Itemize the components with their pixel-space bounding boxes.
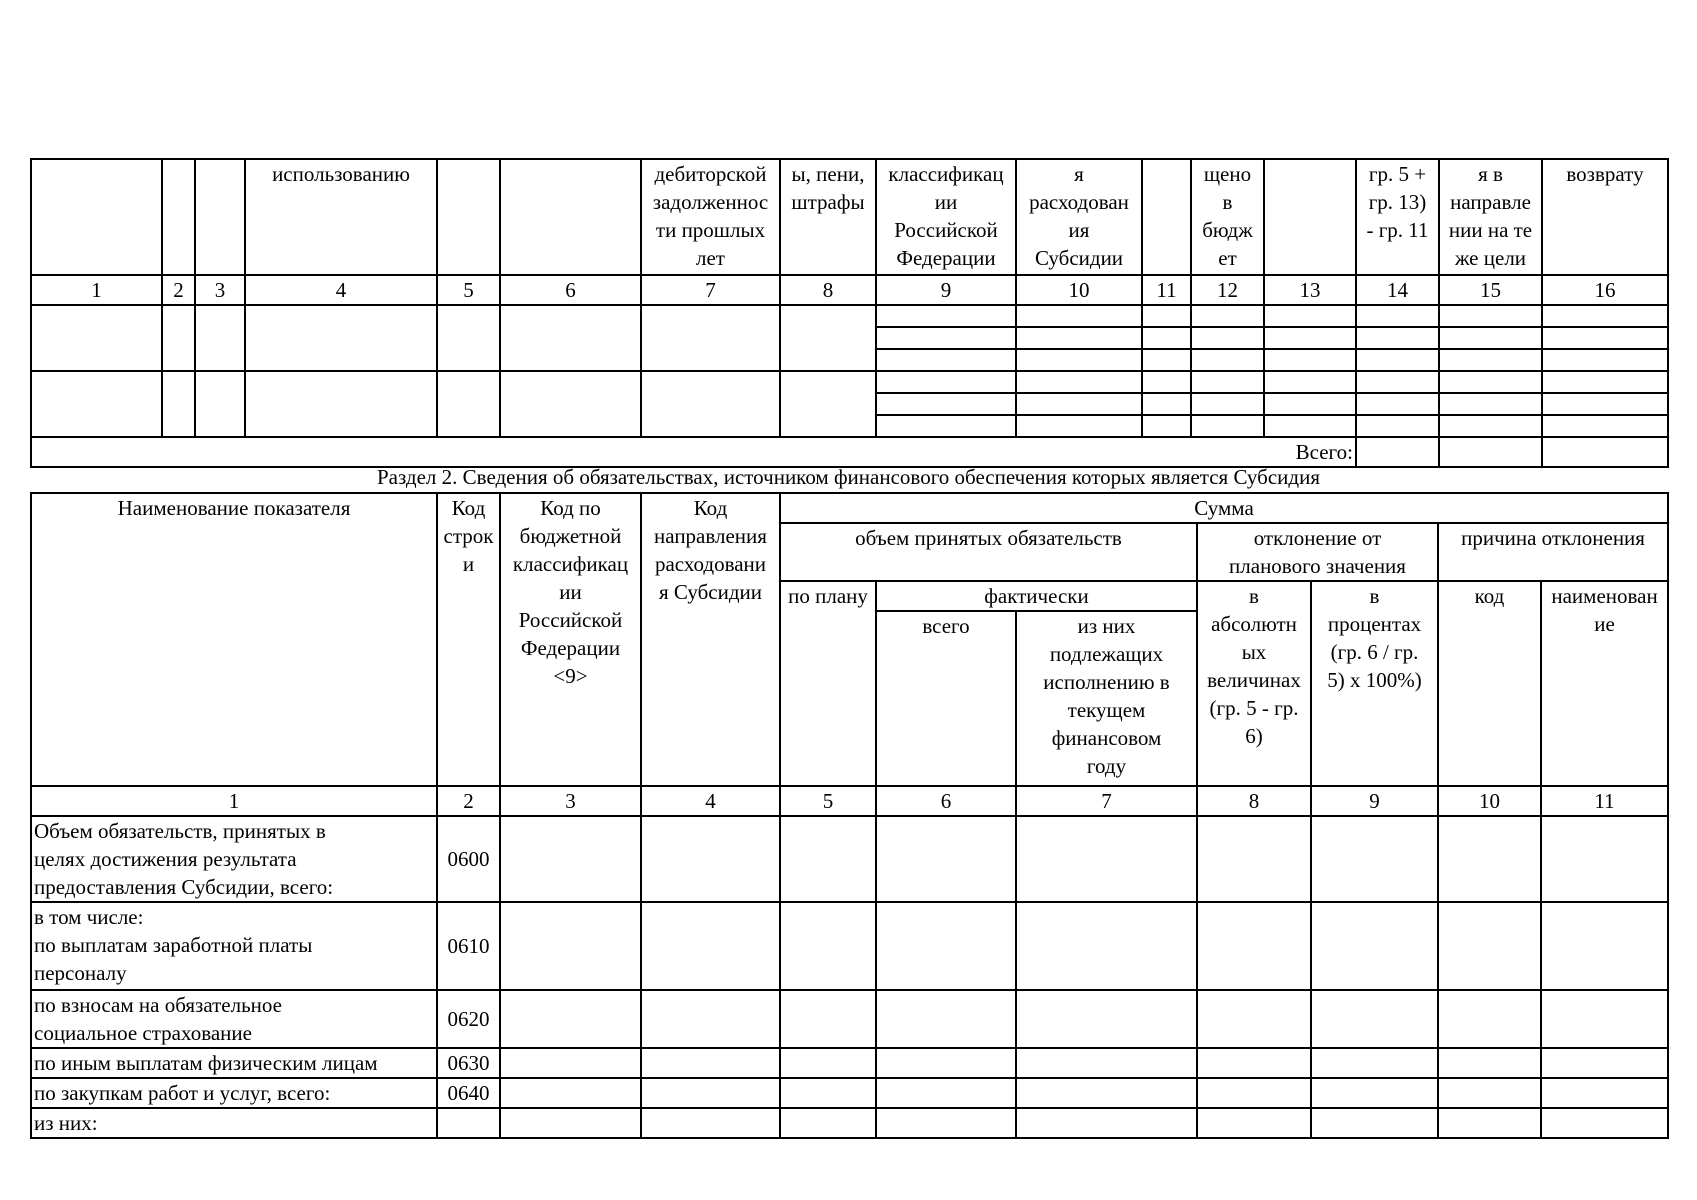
data-cell xyxy=(195,305,245,371)
data-cell xyxy=(641,1078,780,1108)
header-cell: щено в бюдж ет xyxy=(1191,159,1264,275)
column-number: 7 xyxy=(1016,786,1197,816)
data-cell xyxy=(876,415,1016,437)
data-cell xyxy=(1197,816,1311,902)
column-number: 9 xyxy=(876,275,1016,305)
data-cell xyxy=(1016,990,1197,1048)
column-number: 3 xyxy=(195,275,245,305)
data-cell xyxy=(1541,902,1668,990)
column-number: 8 xyxy=(780,275,876,305)
data-cell xyxy=(876,902,1016,990)
data-cell xyxy=(1016,327,1142,349)
row-code: 0610 xyxy=(437,902,500,990)
data-cell xyxy=(1311,990,1438,1048)
row-name: по взносам на обязательное социальное страхование xyxy=(31,990,437,1048)
data-cell xyxy=(1438,1078,1541,1108)
column-number: 9 xyxy=(1311,786,1438,816)
data-cell xyxy=(641,371,780,437)
data-cell xyxy=(1541,1108,1668,1138)
data-cell xyxy=(1356,349,1439,371)
column-number: 10 xyxy=(1438,786,1541,816)
header-cell xyxy=(31,159,162,275)
data-cell xyxy=(1197,990,1311,1048)
column-number: 13 xyxy=(1264,275,1356,305)
data-cell xyxy=(1356,327,1439,349)
header-actual: фактически xyxy=(876,581,1197,611)
data-cell xyxy=(1439,415,1542,437)
data-cell xyxy=(876,1078,1016,1108)
column-number: 7 xyxy=(641,275,780,305)
column-numbers-row xyxy=(31,786,1668,816)
header-cell xyxy=(1264,159,1356,275)
data-cell xyxy=(1541,1048,1668,1078)
data-cell xyxy=(1438,990,1541,1048)
data-cell xyxy=(1016,1048,1197,1078)
data-cell xyxy=(1356,393,1439,415)
header-absolute: в абсолютн ых величинах (гр. 5 - гр. 6) xyxy=(1197,581,1311,786)
column-number: 15 xyxy=(1439,275,1542,305)
data-cell xyxy=(1016,415,1142,437)
data-cell xyxy=(1542,349,1668,371)
data-cell xyxy=(780,371,876,437)
column-number: 4 xyxy=(641,786,780,816)
header-budget-code: Код по бюджетной классификац ии Российской Федерации <9> xyxy=(500,493,641,786)
column-number: 16 xyxy=(1542,275,1668,305)
data-cell xyxy=(1016,1108,1197,1138)
data-cell xyxy=(1197,1048,1311,1078)
data-cell xyxy=(1142,415,1191,437)
table-row xyxy=(31,1078,1668,1108)
data-cell xyxy=(1438,816,1541,902)
header-code: код xyxy=(1438,581,1541,786)
data-cell xyxy=(1197,902,1311,990)
data-cell xyxy=(1264,371,1356,393)
column-number: 6 xyxy=(500,275,641,305)
data-cell xyxy=(1438,1108,1541,1138)
data-cell xyxy=(876,305,1016,327)
data-cell xyxy=(500,1108,641,1138)
data-cell xyxy=(1438,1048,1541,1078)
data-cell xyxy=(1541,1078,1668,1108)
data-cell xyxy=(500,1078,641,1108)
header-cell xyxy=(1142,159,1191,275)
table-row xyxy=(31,1108,1668,1138)
data-cell xyxy=(1311,1048,1438,1078)
data-cell xyxy=(1142,327,1191,349)
header-percent: в процентах (гр. 6 / гр. 5) х 100%) xyxy=(1311,581,1438,786)
data-cell xyxy=(876,816,1016,902)
column-number: 10 xyxy=(1016,275,1142,305)
data-cell xyxy=(780,1108,876,1138)
data-cell xyxy=(1197,1078,1311,1108)
data-cell xyxy=(1439,305,1542,327)
data-cell xyxy=(1264,327,1356,349)
header-cell: использованию xyxy=(245,159,437,275)
column-number: 2 xyxy=(437,786,500,816)
data-cell xyxy=(1356,415,1439,437)
data-cell xyxy=(1191,393,1264,415)
data-cell xyxy=(1311,1108,1438,1138)
data-cell xyxy=(1142,349,1191,371)
row-name: по иным выплатам физическим лицам xyxy=(31,1048,437,1078)
data-cell xyxy=(876,990,1016,1048)
header-cell: классификац ии Российской Федерации xyxy=(876,159,1016,275)
row-code: 0600 xyxy=(437,816,500,902)
data-cell xyxy=(1439,327,1542,349)
data-cell xyxy=(1311,816,1438,902)
data-cell xyxy=(1542,327,1668,349)
data-cell xyxy=(876,327,1016,349)
data-cell xyxy=(1191,305,1264,327)
data-cell xyxy=(500,371,641,437)
header-cell: я расходован ия Субсидии xyxy=(1016,159,1142,275)
data-cell xyxy=(437,305,500,371)
column-number: 11 xyxy=(1541,786,1668,816)
column-number: 5 xyxy=(780,786,876,816)
data-cell xyxy=(1542,393,1668,415)
data-cell xyxy=(1016,393,1142,415)
data-cell xyxy=(245,371,437,437)
header-reason: причина отклонения xyxy=(1438,523,1668,581)
table-row xyxy=(31,305,1668,327)
data-cell xyxy=(1016,1078,1197,1108)
header-reason-name: наименован ие xyxy=(1541,581,1668,786)
column-number: 8 xyxy=(1197,786,1311,816)
column-number: 1 xyxy=(31,786,437,816)
section2-title: Раздел 2. Сведения об обязательствах, источником финансового обеспечения которых является Субсидия xyxy=(377,465,1320,489)
header-cell: ы, пени, штрафы xyxy=(780,159,876,275)
column-number: 2 xyxy=(162,275,195,305)
data-cell xyxy=(876,349,1016,371)
data-cell xyxy=(1016,902,1197,990)
header-row-code: Код строк и xyxy=(437,493,500,786)
header-direction-code: Код направления расходовани я Субсидии xyxy=(641,493,780,786)
table-row xyxy=(31,371,1668,393)
data-cell xyxy=(641,305,780,371)
header-cell: возврату xyxy=(1542,159,1668,275)
data-cell xyxy=(1311,1078,1438,1108)
data-cell xyxy=(1541,816,1668,902)
data-cell xyxy=(1542,371,1668,393)
data-cell xyxy=(780,816,876,902)
column-number: 1 xyxy=(31,275,162,305)
column-number: 14 xyxy=(1356,275,1439,305)
row-code: 0640 xyxy=(437,1078,500,1108)
data-cell xyxy=(1191,371,1264,393)
row-name: из них: xyxy=(31,1108,437,1138)
header-volume: объем принятых обязательств xyxy=(780,523,1197,581)
header-sum: Сумма xyxy=(780,493,1668,523)
data-cell xyxy=(1541,990,1668,1048)
table-row xyxy=(31,902,1668,990)
data-cell xyxy=(641,816,780,902)
data-cell xyxy=(1438,902,1541,990)
data-cell xyxy=(1016,816,1197,902)
data-cell xyxy=(641,902,780,990)
data-cell xyxy=(780,1048,876,1078)
data-cell xyxy=(780,305,876,371)
data-cell xyxy=(1264,393,1356,415)
data-cell xyxy=(1191,349,1264,371)
column-number: 12 xyxy=(1191,275,1264,305)
header-row xyxy=(31,493,1668,523)
section2-table xyxy=(30,492,1669,1139)
data-cell xyxy=(500,305,641,371)
data-cell xyxy=(1356,371,1439,393)
header-cell xyxy=(195,159,245,275)
data-cell xyxy=(1311,902,1438,990)
data-cell xyxy=(1191,327,1264,349)
data-cell xyxy=(876,371,1016,393)
section1-column-numbers-row xyxy=(31,275,1668,305)
data-cell xyxy=(1142,305,1191,327)
column-number: 4 xyxy=(245,275,437,305)
header-cell xyxy=(162,159,195,275)
data-cell xyxy=(1142,371,1191,393)
data-cell xyxy=(245,305,437,371)
data-cell xyxy=(780,902,876,990)
header-name: Наименование показателя xyxy=(31,493,437,786)
section1-table xyxy=(30,158,1669,468)
data-cell xyxy=(500,902,641,990)
total-label: Всего: xyxy=(31,437,1356,467)
data-cell xyxy=(1197,1108,1311,1138)
header-cell: я в направле нии на те же цели xyxy=(1439,159,1542,275)
row-code: 0620 xyxy=(437,990,500,1048)
data-cell xyxy=(1542,305,1668,327)
column-number: 5 xyxy=(437,275,500,305)
data-cell xyxy=(162,305,195,371)
data-cell xyxy=(1016,371,1142,393)
row-name: Объем обязательств, принятых в целях достижения результата предоставления Субсидии, всего: xyxy=(31,816,437,902)
data-cell xyxy=(500,990,641,1048)
data-cell xyxy=(1142,393,1191,415)
header-cell xyxy=(437,159,500,275)
row-name: в том числе: по выплатам заработной платы персоналу xyxy=(31,902,437,990)
header-cell: дебиторской задолженнос ти прошлых лет xyxy=(641,159,780,275)
data-cell xyxy=(1439,393,1542,415)
data-cell xyxy=(1356,305,1439,327)
data-cell xyxy=(1542,415,1668,437)
section1-header-row xyxy=(31,159,1668,275)
header-cell: гр. 5 + гр. 13) - гр. 11 xyxy=(1356,159,1439,275)
column-number: 6 xyxy=(876,786,1016,816)
data-cell xyxy=(1264,349,1356,371)
data-cell xyxy=(641,1108,780,1138)
data-cell xyxy=(876,393,1016,415)
data-cell xyxy=(162,371,195,437)
data-cell xyxy=(437,371,500,437)
table-row xyxy=(31,816,1668,902)
data-cell xyxy=(500,816,641,902)
data-cell xyxy=(195,371,245,437)
data-cell xyxy=(876,1108,1016,1138)
data-cell xyxy=(1264,415,1356,437)
data-cell xyxy=(31,305,162,371)
data-cell xyxy=(780,1078,876,1108)
data-cell xyxy=(1016,305,1142,327)
header-cell xyxy=(500,159,641,275)
data-cell xyxy=(780,990,876,1048)
table-row xyxy=(31,1048,1668,1078)
data-cell xyxy=(1191,415,1264,437)
data-cell xyxy=(1016,349,1142,371)
data-cell xyxy=(641,990,780,1048)
column-number: 11 xyxy=(1142,275,1191,305)
header-plan: по плану xyxy=(780,581,876,786)
data-cell xyxy=(641,1048,780,1078)
header-total: всего xyxy=(876,611,1016,786)
data-cell xyxy=(1439,371,1542,393)
header-of-which: из них подлежащих исполнению в текущем финансовом году xyxy=(1016,611,1197,786)
header-deviation: отклонение от планового значения xyxy=(1197,523,1438,581)
data-cell xyxy=(500,1048,641,1078)
column-number: 3 xyxy=(500,786,641,816)
row-name: по закупкам работ и услуг, всего: xyxy=(31,1078,437,1108)
data-cell xyxy=(876,1048,1016,1078)
data-cell xyxy=(31,371,162,437)
row-code xyxy=(437,1108,500,1138)
data-cell xyxy=(1264,305,1356,327)
data-cell xyxy=(1439,349,1542,371)
table-row xyxy=(31,990,1668,1048)
row-code: 0630 xyxy=(437,1048,500,1078)
